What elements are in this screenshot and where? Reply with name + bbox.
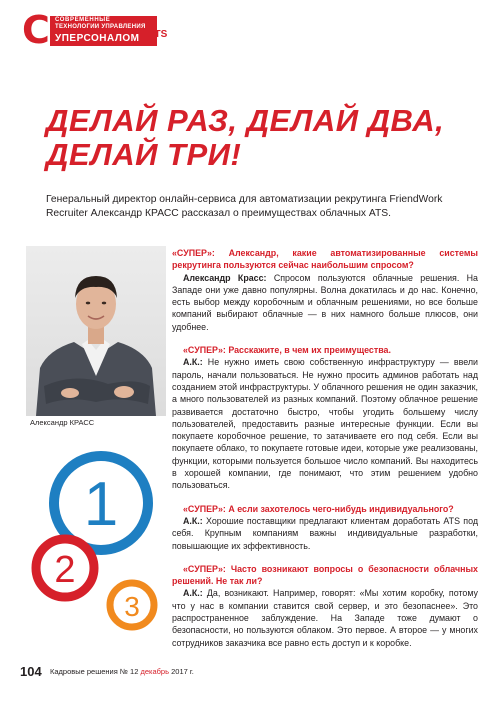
question-2: «СУПЕР»: Расскажите, в чем их преимущества.	[183, 345, 391, 356]
issue-month: декабрь	[140, 667, 170, 676]
section-tag: ATS	[148, 29, 168, 40]
numbered-circles-graphic	[20, 430, 180, 660]
magazine-logo	[22, 8, 158, 52]
logo-letter: С	[22, 8, 50, 52]
portrait-photo	[26, 246, 166, 416]
logo-line3: УПЕРСОНАЛОМ	[55, 33, 140, 44]
answer-4	[172, 587, 478, 648]
magazine-issue	[50, 667, 194, 676]
lead-paragraph: Генеральный директор онлайн-сервиса для автоматизации рекрутинга FriendWork Recruiter Александр КРАСС рассказал о преимуществах облачных ATS.	[46, 194, 443, 219]
numeral-three: 3	[124, 591, 140, 622]
answer-3	[172, 515, 478, 552]
answer-2	[172, 356, 478, 491]
issue-year: 2017 г.	[171, 667, 194, 676]
headline-line1: ДЕЛАЙ РАЗ, ДЕЛАЙ ДВА,	[46, 103, 445, 138]
answer-1-text: Спросом пользуются облачные решения. На Западе они уже давно популярны. Волна докатилась и до нас. Конечно, есть выбор между коробочным и облачным решениями, но все больше компаний выбирают облачные — в них намного больше плюсов, они удобнее.	[172, 272, 478, 332]
numeral-one: 1	[83, 470, 119, 539]
numeral-two: 2	[54, 549, 76, 591]
question-3: «СУПЕР»: А если захотелось чего-нибудь индивидуального?	[183, 503, 454, 514]
answer-4-speaker: А.К.:	[183, 588, 203, 599]
answer-2-text: Не нужно иметь свою собственную инфраструктуру — ввели пароль, начали пользоваться. Не нужно просить админов работать над созданием этой инфраструктуры. У облачного решения не один заказчик, а много пользователей из разных компаний. Поэтому облачное решение развивается достаточно быстро, чтобы угодить большему числу пользователей, предоставить разные интересные функции. Если вы покупаете коробочное решение, то затачиваете его под себя. Если вы покупаете облако, то покупаете готовые идеи, которые уже реализованы, функции, которыми пользуется большое число компаний. Вы находитесь в хорошей компании, где понимают, что этим решением удобно пользоваться.	[172, 357, 478, 491]
logo-line1: СОВРЕМЕННЫЕ	[55, 17, 111, 23]
answer-2-speaker: А.К.:	[183, 357, 203, 368]
answer-4-text: Да, возникают. Например, говорят: «Мы хотим коробку, потому что у нас в компании ставится свой сервер, и это безопаснее». Это распространенное заблуждение. На Западе тоже думают о безопасности, но пользуются облаком. Это первое. А второе — у многих сотрудников заказчика все равно есть доступ и к коробке.	[172, 588, 478, 648]
photo-caption: Александр КРАСС	[30, 418, 95, 427]
article-body	[172, 247, 478, 649]
question-4: «СУПЕР»: Часто возникают вопросы о безопасности облачных решений. Не так ли?	[172, 563, 478, 587]
answer-1	[172, 272, 478, 333]
logo-line2: ТЕХНОЛОГИИ УПРАВЛЕНИЯ	[55, 24, 146, 30]
answer-3-speaker: А.К.:	[183, 515, 203, 526]
page-number: 104	[20, 664, 42, 679]
headline	[46, 104, 466, 172]
portrait-illustration	[26, 246, 166, 416]
answer-1-speaker: Александр Красс:	[183, 272, 267, 283]
magazine-title: Кадровые решения № 12	[50, 667, 139, 676]
answer-3-text: Хорошие поставщики предлагают клиентам доработать ATS под себя. Крупным компаниям важны индивидуальные разработки, повышающие их эффективность.	[172, 515, 478, 551]
headline-line2: ДЕЛАЙ ТРИ!	[46, 137, 242, 172]
question-1: «СУПЕР»: Александр, какие автоматизированные системы рекрутинга пользуются сейчас наибольшим спросом?	[172, 248, 478, 271]
